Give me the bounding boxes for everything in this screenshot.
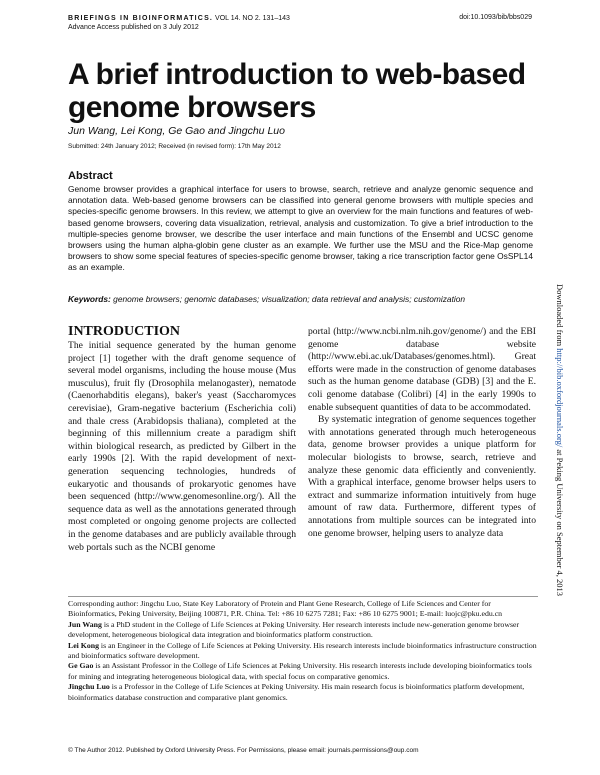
- intro-column-right: [308, 326, 536, 540]
- intro-heading: INTRODUCTION: [68, 324, 181, 339]
- doi: doi:10.1093/bib/bbs029: [459, 14, 532, 21]
- keywords-label: Keywords:: [68, 294, 111, 304]
- keywords: [68, 294, 533, 305]
- advance-access-note: Advance Access published on 3 July 2012: [68, 24, 199, 31]
- bio-name: Jingchu Luo: [68, 682, 110, 692]
- journal-name: BRIEFINGS IN BIOINFORMATICS.: [68, 15, 214, 22]
- running-header: [68, 14, 290, 32]
- footnotes: [68, 596, 538, 703]
- copyright-notice: © The Author 2012. Published by Oxford University Press. For Permissions, please email: journals.permissions@oup.com: [68, 747, 419, 754]
- author-list: Jun Wang, Lei Kong, Ge Gao and Jingchu Luo: [68, 125, 285, 137]
- article-title: A brief introduction to web-based genome browsers: [68, 58, 526, 124]
- bio-text: is a PhD student in the College of Life Sciences at Peking University. Her research interests include new-generation genome browser development, heterogeneous biological data integration and bioinformatics platform construction.: [68, 619, 520, 640]
- abstract-heading: Abstract: [68, 170, 113, 182]
- download-suffix: at Peking University on September 4, 2013: [555, 447, 565, 596]
- intro-column-left: The initial sequence generated by the human genome project [1] together with the draft genome sequence of several model organisms, including the house mouse (Mus musculus), fruit fly (Drosophila melanogaster), nematode (Caenorhabditis elegans), baker's yeast (Saccharomyces cerevisiae), Gram-negative bacterium (Escherichia coli) and thale cress (Arabidopsis thaliana), completed at the beginning of this millennium create a paradigm shift within biological research, as predicted by Gilbert in the early 1990s [2]. With the rapid development of next-generation sequencing technologies, hundreds of eukaryotic and thousands of prokaryotic genomes have been sequenced (http://www.genomesonline.org/). All the sequence data as well as the annotations generated through most completed or ongoing genome projects are collected in the genome databases and are publicly available through web portals such as the NCBI genome: [68, 340, 296, 553]
- bio-text: is an Engineer in the College of Life Sciences at Peking University. His research interests include bioinformatics infrastructure construction and bioinformatics software development.: [68, 640, 537, 661]
- bio-name: Jun Wang: [68, 619, 102, 629]
- corresponding-author: Corresponding author: Jingchu Luo, State Key Laboratory of Protein and Plant Gene Research, College of Life Sciences and Center for Bioinformatics, Peking University, Beijing 100871, P.R. China. Tel: +86 10 6275 7281; Fax: +86 10 6275 9001; E-mail: luojc@pku.edu.cn: [68, 599, 503, 619]
- intro-paragraph: By systematic integration of genome sequences together with annotations generated through much heterogeneous data, genome browser provides a unique platform for molecular biologists to browse, search, retrieve and analyze these genomic data efficiently and conveniently. With a graphical interface, genome browser helps users to extract and summarize information intuitively from huge amount of raw data. Furthermore, different types of annotations from multiple sources can be integrated into one genome browser, helping users to analyze data: [308, 414, 536, 539]
- download-prefix: Downloaded from: [555, 284, 565, 349]
- author-bio: [68, 641, 538, 662]
- bio-name: Ge Gao: [68, 661, 94, 671]
- intro-paragraph: portal (http://www.ncbi.nlm.nih.gov/genome/) and the EBI genome database website (http://www.ebi.ac.uk/Databases/genomes.html). Great efforts were made in the construction of genome databases such as the human genome database (GDB) [3] and the E. coli genome database (Colibri) [4] in the early 1990s to enable subsequent quantities of data to be accommodated.: [308, 326, 536, 413]
- submission-dates: Submitted: 24th January 2012; Received (in revised form): 17th May 2012: [68, 143, 281, 150]
- download-watermark: [548, 240, 572, 640]
- abstract-body: Genome browser provides a graphical interface for users to browse, search, retrieve and analyze genomic sequence and annotation data. Web-based genome browsers can be classified into general genome browsers with multiple species and species-specific genome browsers. In this review, we attempt to give an overview for the main functions and features of web-based genome browsers, covering data visualization, retrieval, analysis and customization. To give a brief introduction to the multiple-species genome browser, we describe the user interface and main functions of the Ensembl and UCSC genome browsers using the human alpha-globin gene cluster as an example. We further use the MSU and the Rice-Map genome browsers to show some special features of species-specific genome browser, taking a rice transcription factor gene OsSPL14 as an example.: [68, 184, 533, 273]
- author-bio: [68, 620, 538, 641]
- bio-name: Lei Kong: [68, 640, 99, 650]
- author-bio: [68, 682, 538, 703]
- bio-text: is a Professor in the College of Life Sciences at Peking University. His main research focus is bioinformatics platform development, bioinformatics database construction and comparative plant genomics.: [68, 682, 525, 702]
- keywords-list: genome browsers; genomic databases; visualization; data retrieval and analysis; customization: [113, 294, 466, 304]
- volume-info: VOL 14. NO 2. 131–143: [215, 15, 290, 22]
- download-link[interactable]: http://bib.oxfordjournals.org/: [555, 348, 565, 448]
- bio-text: is an Assistant Professor in the College of Life Sciences at Peking University. His research interests include developing bioinformatics tools for mining and integrating heterogeneous biological data, with special focus on comparative genomics.: [68, 661, 532, 681]
- author-bio: [68, 661, 538, 682]
